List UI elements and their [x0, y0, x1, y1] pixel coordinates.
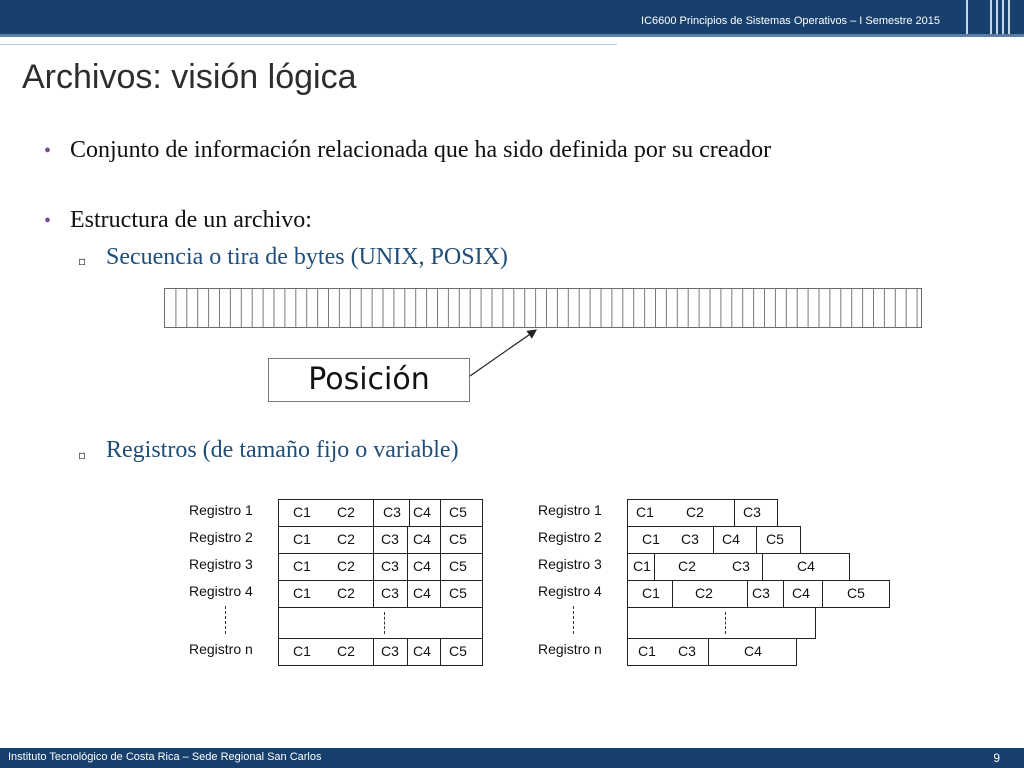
record-label: Registro 1 — [189, 502, 253, 518]
header-underline — [0, 34, 1024, 37]
byte-stream-diagram — [164, 288, 922, 328]
field-cell: C3 — [678, 643, 696, 659]
field-cell: C5 — [449, 531, 467, 547]
record-label: Registro 4 — [189, 583, 253, 599]
position-label: Posición — [268, 358, 470, 402]
field-cell: C3 — [752, 585, 770, 601]
field-cell: C4 — [722, 531, 740, 547]
header-decoration — [966, 0, 968, 34]
record-label: Registro n — [538, 641, 602, 657]
record-label: Registro 4 — [538, 583, 602, 599]
bullet-definition: Conjunto de información relacionada que ha sido definida por su creador — [70, 137, 772, 163]
field-cell: C3 — [743, 504, 761, 520]
field-cell: C1 — [293, 585, 311, 601]
field-cell: C1 — [293, 558, 311, 574]
field-cell: C4 — [413, 504, 431, 520]
header-decoration — [990, 0, 992, 34]
variable-record-row — [627, 580, 890, 608]
footer-institution: Instituto Tecnológico de Costa Rica – Sede Regional San Carlos — [8, 751, 322, 763]
subbullet-marker: ▫ — [78, 254, 87, 268]
field-cell: C1 — [293, 531, 311, 547]
field-cell: C2 — [337, 558, 355, 574]
header-bar — [0, 0, 1024, 34]
course-title: IC6600 Principios de Sistemas Operativos – I Semestre 2015 — [641, 15, 940, 27]
variable-record-row — [627, 499, 778, 527]
field-cell: C5 — [449, 504, 467, 520]
field-cell: C4 — [413, 643, 431, 659]
ellipsis-vertical — [225, 606, 226, 634]
field-cell: C5 — [449, 558, 467, 574]
fixed-record-row — [278, 638, 483, 666]
field-cell: C3 — [381, 558, 399, 574]
field-cell: C1 — [638, 643, 656, 659]
field-cell: C2 — [678, 558, 696, 574]
field-cell: C2 — [337, 531, 355, 547]
field-cell: C1 — [293, 504, 311, 520]
record-label: Registro n — [189, 641, 253, 657]
field-cell: C5 — [766, 531, 784, 547]
variable-record-row — [627, 553, 850, 581]
byte-cells — [165, 289, 921, 327]
field-cell: C3 — [381, 585, 399, 601]
field-cell: C4 — [797, 558, 815, 574]
field-cell: C5 — [449, 585, 467, 601]
record-label: Registro 3 — [538, 556, 602, 572]
ellipsis-vertical — [384, 612, 385, 634]
bullet-marker: • — [44, 210, 52, 232]
field-cell: C4 — [413, 531, 431, 547]
field-cell: C1 — [636, 504, 654, 520]
position-arrow — [466, 326, 546, 382]
fixed-record-row — [278, 499, 483, 527]
slide-title: Archivos: visión lógica — [22, 58, 357, 96]
record-label: Registro 1 — [538, 502, 602, 518]
field-cell: C4 — [744, 643, 762, 659]
fixed-record-row — [278, 553, 483, 581]
variable-record-row — [627, 526, 801, 554]
field-cell: C1 — [642, 531, 660, 547]
bullet-structure: Estructura de un archivo: — [70, 207, 312, 233]
field-cell: C1 — [642, 585, 660, 601]
field-cell: C3 — [381, 531, 399, 547]
field-cell: C3 — [681, 531, 699, 547]
field-cell: C2 — [337, 643, 355, 659]
field-cell: C2 — [686, 504, 704, 520]
field-cell: C4 — [413, 558, 431, 574]
record-label: Registro 2 — [538, 529, 602, 545]
fixed-record-row — [278, 580, 483, 608]
subbullet-bytes: Secuencia o tira de bytes (UNIX, POSIX) — [106, 244, 508, 270]
variable-record-gap — [627, 607, 816, 639]
record-label: Registro 3 — [189, 556, 253, 572]
fixed-record-gap — [278, 607, 483, 639]
field-cell: C1 — [293, 643, 311, 659]
header-decoration — [996, 0, 998, 34]
header-decoration — [1002, 0, 1004, 34]
field-cell: C3 — [383, 504, 401, 520]
field-cell: C5 — [449, 643, 467, 659]
header-decoration — [1008, 0, 1010, 34]
fixed-record-row — [278, 526, 483, 554]
bullet-marker: • — [44, 140, 52, 162]
page-number: 9 — [993, 751, 1000, 765]
field-cell: C2 — [695, 585, 713, 601]
field-cell: C4 — [792, 585, 810, 601]
title-rule — [0, 44, 617, 45]
ellipsis-vertical — [573, 606, 574, 634]
field-cell: C2 — [337, 504, 355, 520]
field-cell: C5 — [847, 585, 865, 601]
field-cell: C3 — [381, 643, 399, 659]
field-cell: C3 — [732, 558, 750, 574]
record-label: Registro 2 — [189, 529, 253, 545]
subbullet-records: Registros (de tamaño fijo o variable) — [106, 437, 459, 463]
field-cell: C1 — [633, 558, 651, 574]
field-cell: C4 — [413, 585, 431, 601]
footer-bar — [0, 748, 1024, 768]
variable-record-row — [627, 638, 797, 666]
subbullet-marker: ▫ — [78, 448, 87, 462]
ellipsis-vertical — [725, 612, 726, 634]
field-cell: C2 — [337, 585, 355, 601]
